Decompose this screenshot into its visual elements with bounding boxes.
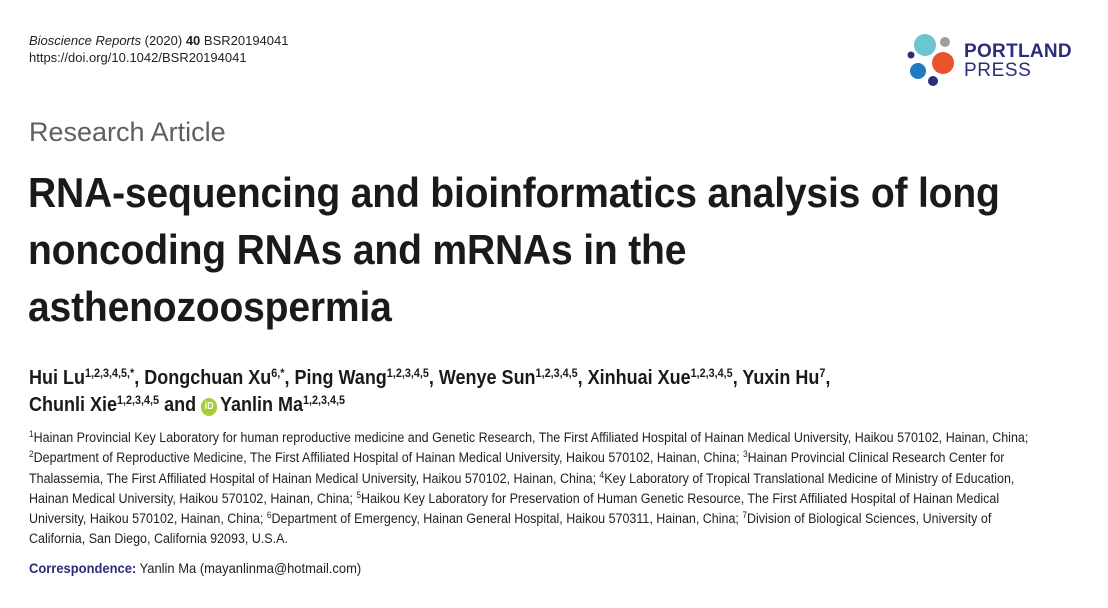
logo-line-1: PORTLAND <box>964 41 1072 62</box>
author-name: Wenye Sun <box>438 367 536 389</box>
portland-press-logo <box>904 33 1084 89</box>
author-separator: , <box>428 367 439 389</box>
affiliation-number: 4 <box>599 469 605 480</box>
correspondence-text: Yanlin Ma (mayanlinma@hotmail.com) <box>136 560 362 576</box>
author-separator: , <box>134 367 145 389</box>
citation-year: (2020) <box>141 33 186 48</box>
affiliation-number: 6 <box>266 510 272 521</box>
author-separator: , <box>825 367 831 389</box>
author-affiliation-sup: 6,* <box>271 366 285 380</box>
author-separator: , <box>284 367 295 389</box>
author-name: Dongchuan Xu <box>144 367 272 389</box>
author-name: Xinhuai Xue <box>587 367 691 389</box>
author-name: Yanlin Ma <box>219 394 303 416</box>
affiliation-text: Department of Emergency, Hainan General Hospital, Haikou 570311, Hainan, China; <box>271 511 743 527</box>
logo-text <box>964 42 1072 80</box>
journal-name: Bioscience Reports <box>29 33 141 48</box>
author-affiliation-sup: 1,2,3,4,5 <box>117 393 160 407</box>
author-affiliation-sup: 1,2,3,4,5 <box>535 366 578 380</box>
affiliations <box>29 428 1047 550</box>
author-name: Ping Wang <box>294 367 387 389</box>
affiliation-text: Department of Reproductive Medicine, The First Affiliated Hospital of Hainan Medical University, Haikou 570102, Hainan, China; <box>33 450 744 466</box>
correspondence <box>29 560 361 576</box>
citation-article-id: BSR20194041 <box>200 33 289 48</box>
author-affiliation-sup: 1,2,3,4,5,* <box>84 366 135 380</box>
author-name: Chunli Xie <box>29 394 118 416</box>
correspondence-label: Correspondence: <box>29 560 137 576</box>
affiliation-text: Division of Biological Sciences, University of California, San Diego, California 92093, U.S.A. <box>29 511 992 547</box>
article-type: Research Article <box>29 117 226 147</box>
author-separator: and <box>159 394 202 416</box>
article-title: RNA-sequencing and bioinformatics analysis of long noncoding RNAs and mRNAs in the asthenozoospermia <box>28 169 1000 330</box>
author-affiliation-sup: 1,2,3,4,5 <box>302 393 346 407</box>
author-affiliation-sup: 7 <box>819 366 826 380</box>
author-affiliation-sup: 1,2,3,4,5 <box>690 366 733 380</box>
affiliation-number: 5 <box>356 489 362 500</box>
author-separator: , <box>732 367 743 389</box>
affiliation-text: Key Laboratory of Tropical Translational Medicine of Ministry of Education, Hainan Medical University, Haikou 570102, Hainan, China; <box>29 470 1015 506</box>
citation-volume: 40 <box>185 33 201 48</box>
logo-line-2: PRESS <box>964 60 1032 81</box>
affiliation-text: Hainan Provincial Clinical Research Center for Thalassemia, The First Affiliated Hospital of Hainan Medical University, Haikou 570102, Hainan, China; <box>29 450 1005 486</box>
logo-dots-icon <box>904 33 960 89</box>
affiliation-number: 3 <box>743 449 748 460</box>
affiliation-number: 7 <box>742 510 748 521</box>
citation-block <box>29 32 288 66</box>
author-separator: , <box>577 367 588 389</box>
affiliation-number: 1 <box>29 429 34 439</box>
author-name: Hui Lu <box>29 367 85 389</box>
affiliation-number: 2 <box>29 449 34 460</box>
author-list <box>29 365 1001 419</box>
author-name: Yuxin Hu <box>742 367 820 389</box>
author-affiliation-sup: 1,2,3,4,5 <box>386 366 429 380</box>
doi-link[interactable]: https://doi.org/10.1042/BSR20194041 <box>29 50 247 65</box>
citation-line <box>29 32 288 49</box>
orcid-icon[interactable]: iD <box>201 398 217 416</box>
affiliation-text: Haikou Key Laboratory for Preservation of Human Genetic Resource, The First Affiliated Hospital of Hainan Medical University, Haikou 570102, Hainan, China; <box>29 490 1000 527</box>
affiliation-text: Hainan Provincial Key Laboratory for human reproductive medicine and Genetic Research, The First Affiliated Hospital of Hainan Medical University, Haikou 570102, Hainan, China; <box>33 430 1029 445</box>
